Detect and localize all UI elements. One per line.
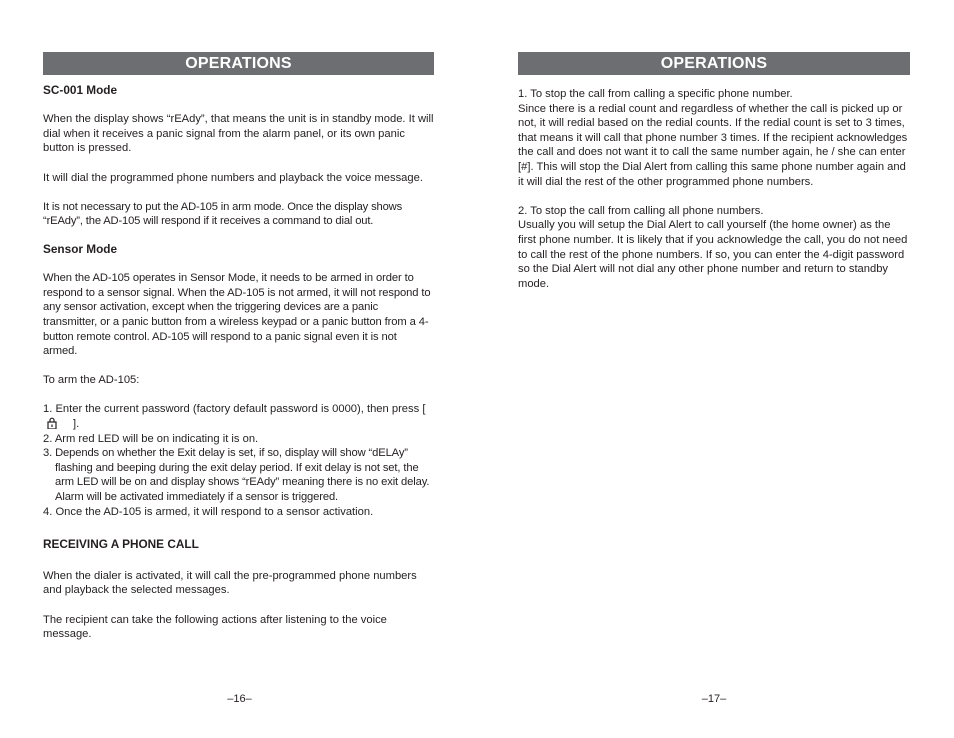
right-page <box>518 0 910 738</box>
arm-steps-list <box>43 402 434 519</box>
arm-step-2: 2. Arm red LED will be on indicating it is on. <box>43 432 259 445</box>
left-page-content <box>43 83 434 642</box>
stop-all-numbers-body: Usually you will setup the Dial Alert to call yourself (the home owner) as the first phone number. It is likely that if you acknowledge the call, you do not need to call the rest of the phone numbers. If so, you can enter the 4-digit password so the Dial Alert will not dial any other phone number and return to standby mode. <box>518 219 908 290</box>
receiving-paragraph-1: When the dialer is activated, it will call the pre-programmed phone numbers and playback the selected messages. <box>43 569 417 597</box>
arm-intro: To arm the AD-105: <box>43 374 140 387</box>
left-page-number: –16– <box>227 693 252 705</box>
right-section-banner: OPERATIONS <box>518 52 910 75</box>
left-section-banner: OPERATIONS <box>43 52 434 75</box>
arm-step-1-end: ]. <box>73 418 80 431</box>
sc001-paragraph-1: When the display shows “rEAdy”, that means the unit is in standby mode. It will dial when it receives a panic signal from the alarm panel, or its own panic button is pressed. <box>43 113 434 155</box>
arm-step-1 <box>43 402 434 431</box>
stop-specific-number-title: 1. To stop the call from calling a specific phone number. <box>518 88 793 100</box>
stop-specific-number-body: Since there is a redial count and regardless of whether the call is picked up or not, it will redial based on the redial counts. If the redial count is set to 3 times, that means it will call that phone number 3 times. If the recipient acknowledges the call and does not want it to call the same number again, he / she can enter [#]. This will stop the Dial Alert from calling this same phone number again and it will dial the rest of the other programmed phone numbers. <box>518 102 908 188</box>
sensor-mode-heading: Sensor Mode <box>43 241 118 256</box>
arm-step-3: 3. Depends on whether the Exit delay is set, if so, display will show “dELAy” flashing and beeping during the exit delay period. If exit delay is not set, the arm LED will be on and display shows “rEAdy” meaning there is no exit delay. Alarm will be activated immediately if a sensor is triggered. <box>43 447 430 504</box>
arm-step-1-text: 1. Enter the current password (factory default password is 0000), then press [ <box>43 403 426 416</box>
receiving-paragraph-2: The recipient can take the following actions after listening to the voice message. <box>43 613 387 641</box>
sc001-paragraph-2: It will dial the programmed phone numbers and playback the voice message. <box>43 171 423 184</box>
sc001-paragraph-3: It is not necessary to put the AD-105 in arm mode. Once the display shows “rEAdy”, the AD-105 will respond if it receives a command to dial out. <box>43 200 403 228</box>
lock-icon <box>59 417 69 429</box>
sensor-paragraph-1: When the AD-105 operates in Sensor Mode, it needs to be armed in order to respond to a sensor signal. When the AD-105 is not armed, it will not respond to any sensor activation, except when the triggering devices are a panic transmitter, or a panic button from a wireless keypad or a panic button from a 4-button remote control. AD-105 will respond to a panic signal even it is not armed. <box>43 272 431 358</box>
sc001-mode-heading: SC-001 Mode <box>43 83 118 97</box>
receiving-call-heading: RECEIVING A PHONE CALL <box>43 537 199 552</box>
left-page <box>43 0 434 738</box>
arm-step-4: 4. Once the AD-105 is armed, it will respond to a sensor activation. <box>43 505 374 518</box>
right-page-number: –17– <box>701 693 727 705</box>
right-page-content <box>518 87 910 291</box>
stop-all-numbers-title: 2. To stop the call from calling all phone numbers. <box>518 204 764 217</box>
